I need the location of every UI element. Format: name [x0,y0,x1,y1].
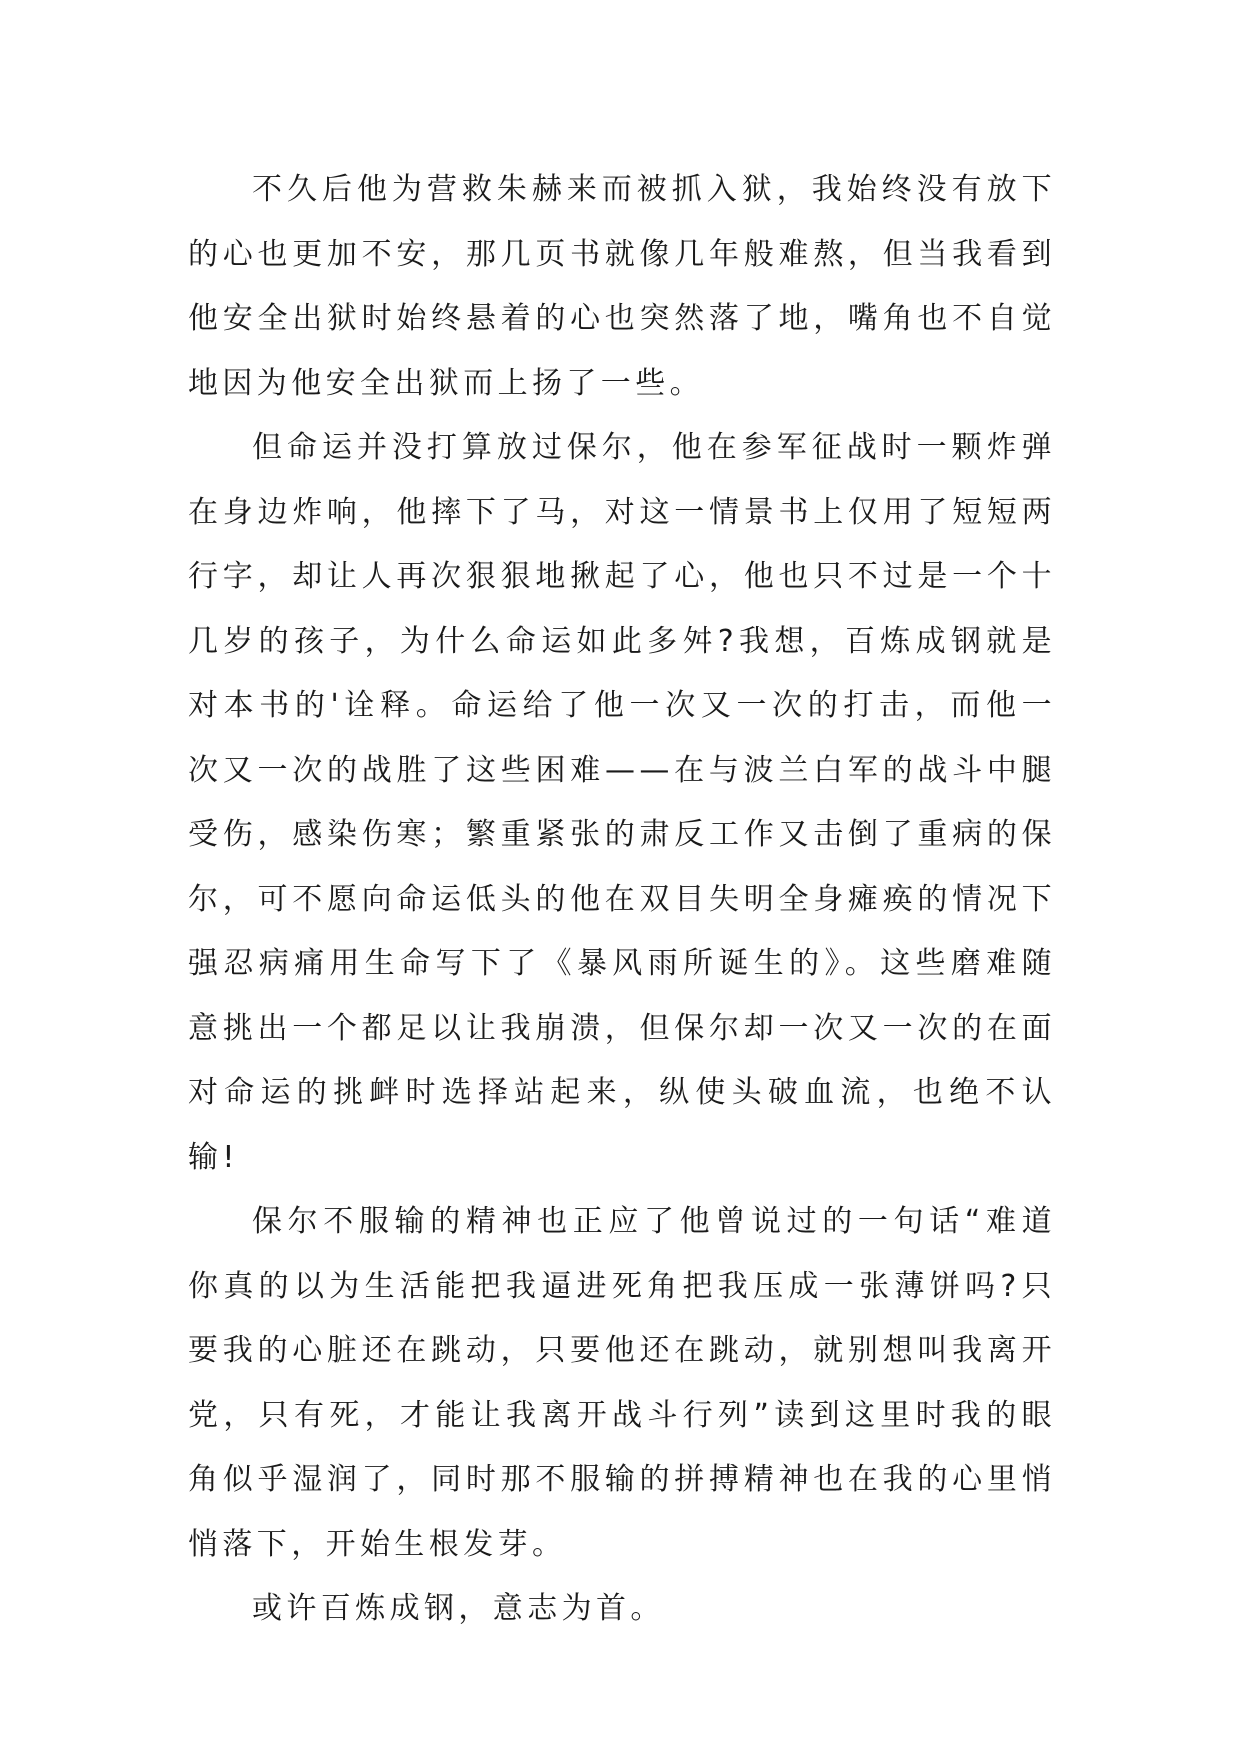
paragraph-2: 但命运并没打算放过保尔，他在参军征战时一颗炸弹在身边炸响，他摔下了马，对这一情景书上仅用了短短两行字，却让人再次狠狠地揪起了心，他也只不过是一个十几岁的孩子，为什么命运如此多舛?我想，百炼成钢就是对本书的'诠释。命运给了他一次又一次的打击，而他一次又一次的战胜了这些困难——在与波兰白军的战斗中腿受伤，感染伤寒；繁重紧张的肃反工作又击倒了重病的保尔，可不愿向命运低头的他在双目失明全身瘫痪的情况下强忍病痛用生命写下了《暴风雨所诞生的》。这些磨难随意挑出一个都足以让我崩溃，但保尔却一次又一次的在面对命运的挑衅时选择站起来，纵使头破血流，也绝不认输! [188,430,1056,1175]
paragraph-4: 或许百炼成钢，意志为首。 [252,1591,665,1626]
document-body [188,158,1056,1642]
paragraph-3: 保尔不服输的精神也正应了他曾说过的一句话“难道你真的以为生活能把我逼进死角把我压成一张薄饼吗?只要我的心脏还在跳动，只要他还在跳动，就别想叫我离开党，只有死，才能让我离开战斗行列”读到这里时我的眼角似乎湿润了，同时那不服输的拼搏精神也在我的心里悄悄落下，开始生根发芽。 [188,1204,1056,1562]
paragraph-1: 不久后他为营救朱赫来而被抓入狱，我始终没有放下的心也更加不安，那几页书就像几年般难熬，但当我看到他安全出狱时始终悬着的心也突然落了地，嘴角也不自觉地因为他安全出狱而上扬了一些。 [188,172,1056,401]
